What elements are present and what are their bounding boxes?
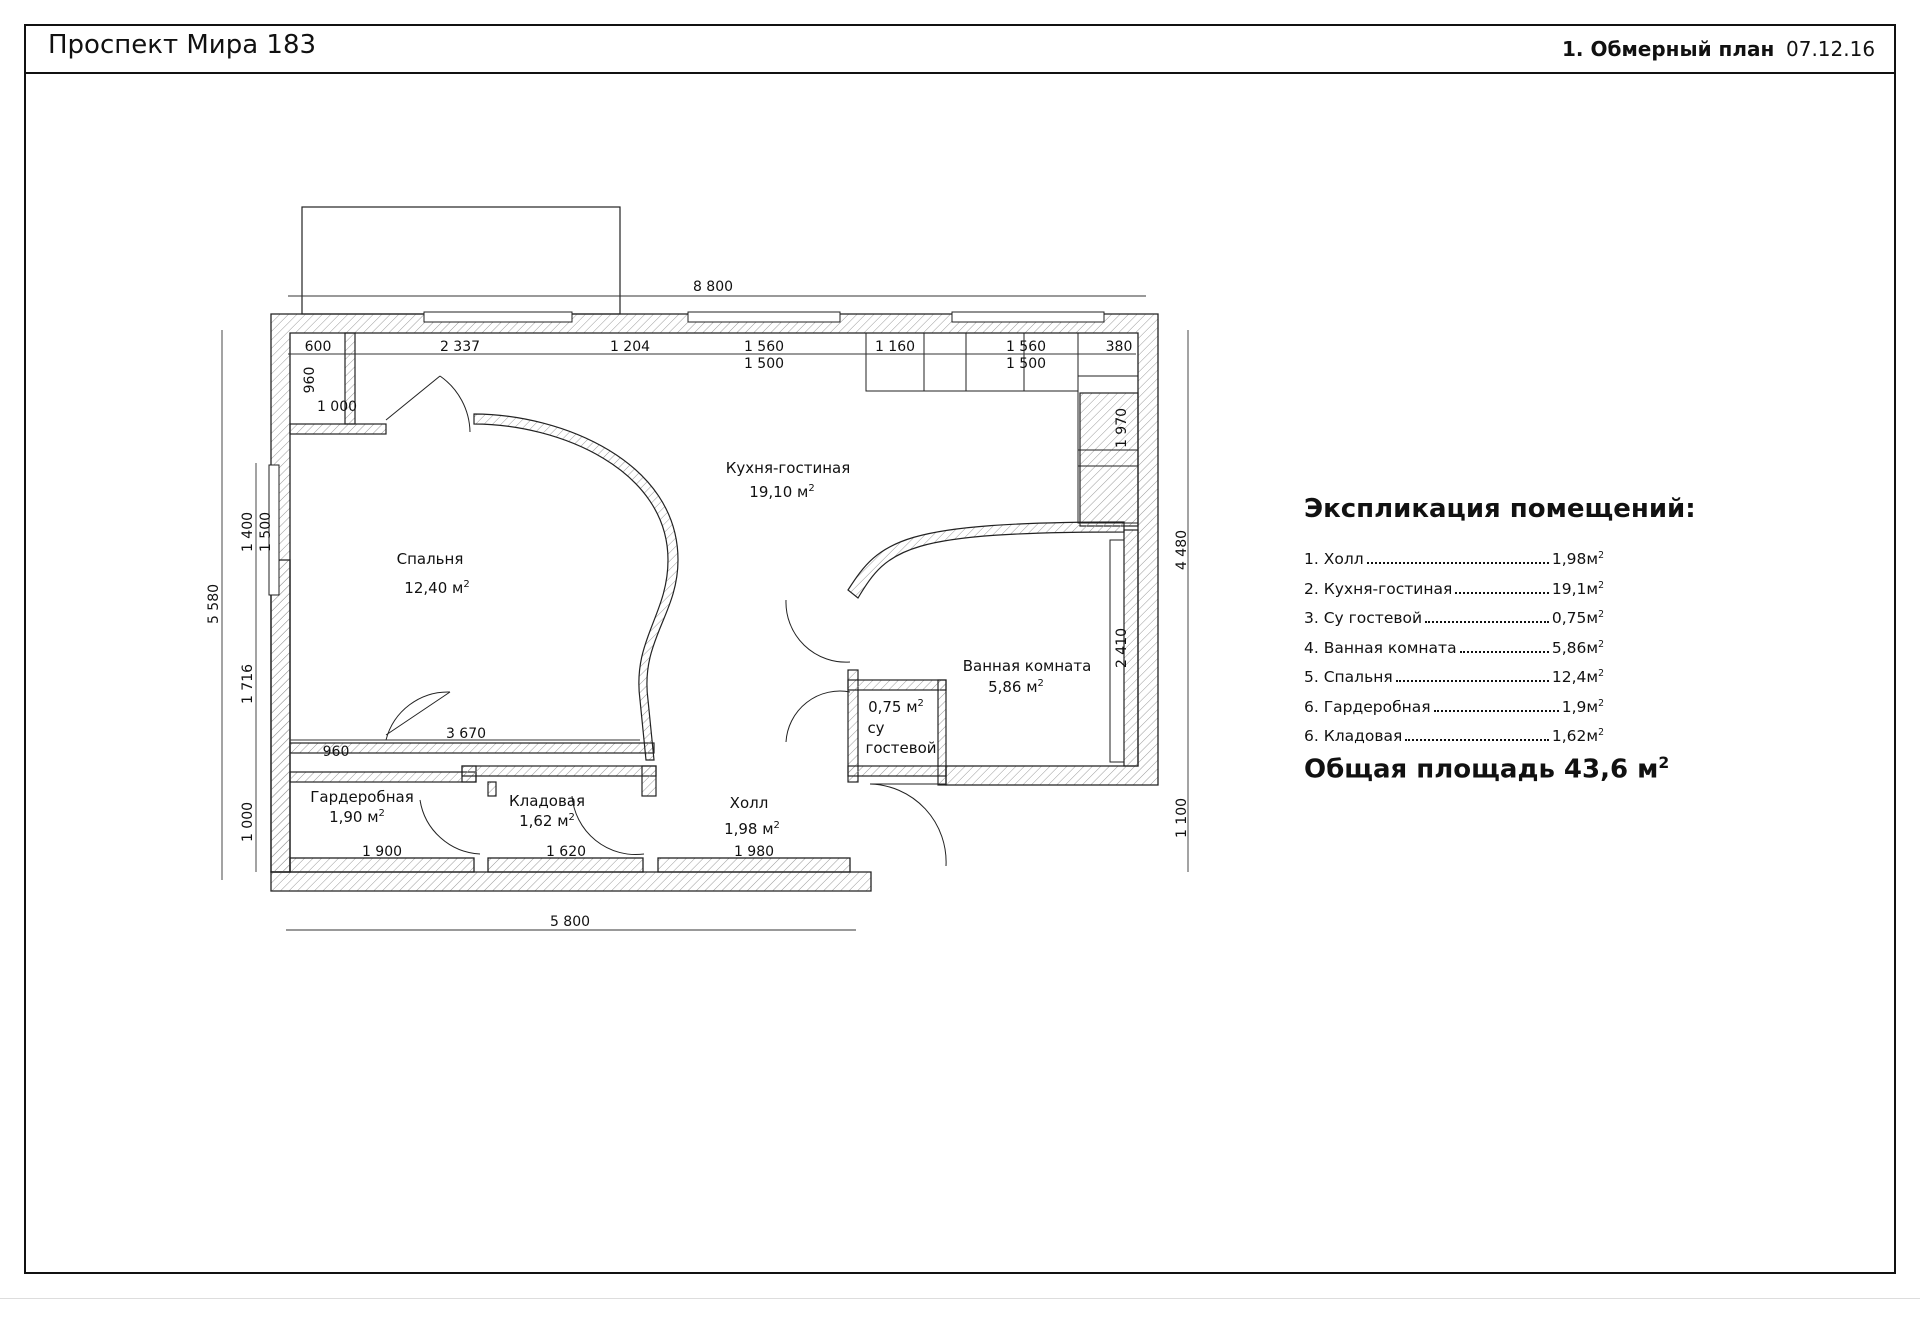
legend-item-label: 2. Кухня-гостиная (1304, 579, 1453, 598)
legend-title: Экспликация помещений: (1304, 494, 1696, 524)
sheet-name: 1. Обмерный план (1562, 37, 1775, 61)
room-kitchen-area: 19,10 $м^2$ (749, 483, 815, 501)
legend-item-leader (1460, 651, 1549, 653)
legend-item-leader (1455, 592, 1549, 594)
legend-item-value: $19,1м^2$ (1551, 579, 1604, 598)
legend-item-leader (1405, 739, 1549, 741)
dim-left-total: 5 580 (206, 583, 222, 625)
dim-vestibule-w: 1 000 (316, 399, 358, 415)
doors (386, 376, 946, 866)
dim-bottom-1: 1 900 (361, 844, 403, 860)
curved-wall-bedroom (474, 414, 678, 760)
legend-item-leader (1434, 710, 1559, 712)
legend-item-value: $0,75м^2$ (1551, 609, 1604, 628)
legend-item-label: 1. Холл (1304, 550, 1364, 569)
dim-top-second-1: 1 500 (743, 356, 785, 372)
legend-item-leader (1425, 621, 1549, 623)
legend-item-value: $1,9м^2$ (1561, 697, 1604, 716)
room-wardrobe-name: Гардеробная (310, 788, 414, 806)
dim-top-6: 1 560 (1005, 339, 1047, 355)
legend-item-label: 5. Спальня (1304, 668, 1393, 687)
legend-item (1304, 668, 1604, 698)
room-storage-area: 1,62 $м^2$ (519, 812, 575, 830)
total-area: Общая площадь 43,6 $м^2$ (1304, 754, 1670, 785)
legend-item (1304, 550, 1604, 580)
dim-top-2: 2 337 (439, 339, 481, 355)
legend-item-label: 6. Гардеробная (1304, 697, 1431, 716)
legend-item-leader (1396, 680, 1549, 682)
curved-wall-bathroom (848, 522, 1124, 598)
room-kitchen-name: Кухня-гостиная (725, 459, 851, 477)
room-hall-area: 1,98 $м^2$ (724, 820, 780, 838)
legend-item-value: $12,4м^2$ (1551, 668, 1604, 687)
balcony-outline (302, 207, 620, 314)
dim-right-lower: 1 100 (1174, 797, 1190, 839)
bottom-wall (290, 858, 850, 872)
dim-top-5: 1 160 (874, 339, 916, 355)
legend-item (1304, 609, 1604, 639)
room-hall-name: Холл (729, 794, 769, 812)
room-bedroom-area: 12,40 $м^2$ (404, 579, 470, 597)
legend-item-value: $1,98м^2$ (1551, 550, 1604, 569)
dim-vestibule-h: 960 (302, 366, 318, 394)
sheet-date: 07.12.16 (1786, 37, 1876, 61)
dim-top-7: 380 (1105, 339, 1133, 355)
dim-top-4: 1 560 (743, 339, 785, 355)
legend-item-label: 3. Су гостевой (1304, 609, 1423, 628)
legend-item-label: 6. Кладовая (1304, 727, 1403, 746)
dim-bottom-total: 5 800 (549, 914, 591, 930)
room-wardrobe-area: 1,90 $м^2$ (329, 808, 385, 826)
legend-item-leader (1367, 562, 1549, 564)
dim-bottom-2: 1 620 (545, 844, 587, 860)
dim-top-second-2: 1 500 (1005, 356, 1047, 372)
dim-left-3: 1 716 (240, 663, 256, 705)
room-wc-name1: су (867, 719, 885, 737)
dim-bottom-3: 1 980 (733, 844, 775, 860)
room-storage-name: Кладовая (508, 792, 586, 810)
room-bathroom-area: 5,86 $м^2$ (988, 678, 1044, 696)
legend-item-value: $1,62м^2$ (1551, 727, 1604, 746)
legend-item (1304, 639, 1604, 669)
room-legend (1304, 550, 1604, 757)
legend-item (1304, 727, 1604, 757)
dim-top-3: 1 204 (609, 339, 651, 355)
project-title: Проспект Мира 183 (48, 30, 317, 60)
dim-left-2: 1 500 (258, 511, 274, 553)
legend-item (1304, 580, 1604, 610)
room-wc-name2: гостевой (865, 739, 937, 757)
legend-item-value: $5,86м^2$ (1551, 638, 1604, 657)
dim-bedroom-inner: 960 (322, 744, 350, 760)
room-bathroom-name: Ванная комната (962, 657, 1092, 675)
dim-right-total: 4 480 (1174, 529, 1190, 571)
dim-left-4: 1 000 (240, 801, 256, 843)
dim-cabinet-h: 1 970 (1114, 407, 1130, 449)
dim-top-1: 600 (304, 339, 332, 355)
legend-item (1304, 698, 1604, 728)
room-wc-area: 0,75 $м^2$ (868, 698, 924, 716)
dim-top-total: 8 800 (692, 279, 734, 295)
room-bedroom-name: Спальня (396, 550, 464, 568)
dim-bath-h: 2 410 (1114, 627, 1130, 669)
dim-left-1: 1 400 (240, 511, 256, 553)
dim-bedroom-w: 3 670 (445, 726, 487, 742)
legend-item-label: 4. Ванная комната (1304, 638, 1457, 657)
top-windows (424, 312, 1104, 322)
